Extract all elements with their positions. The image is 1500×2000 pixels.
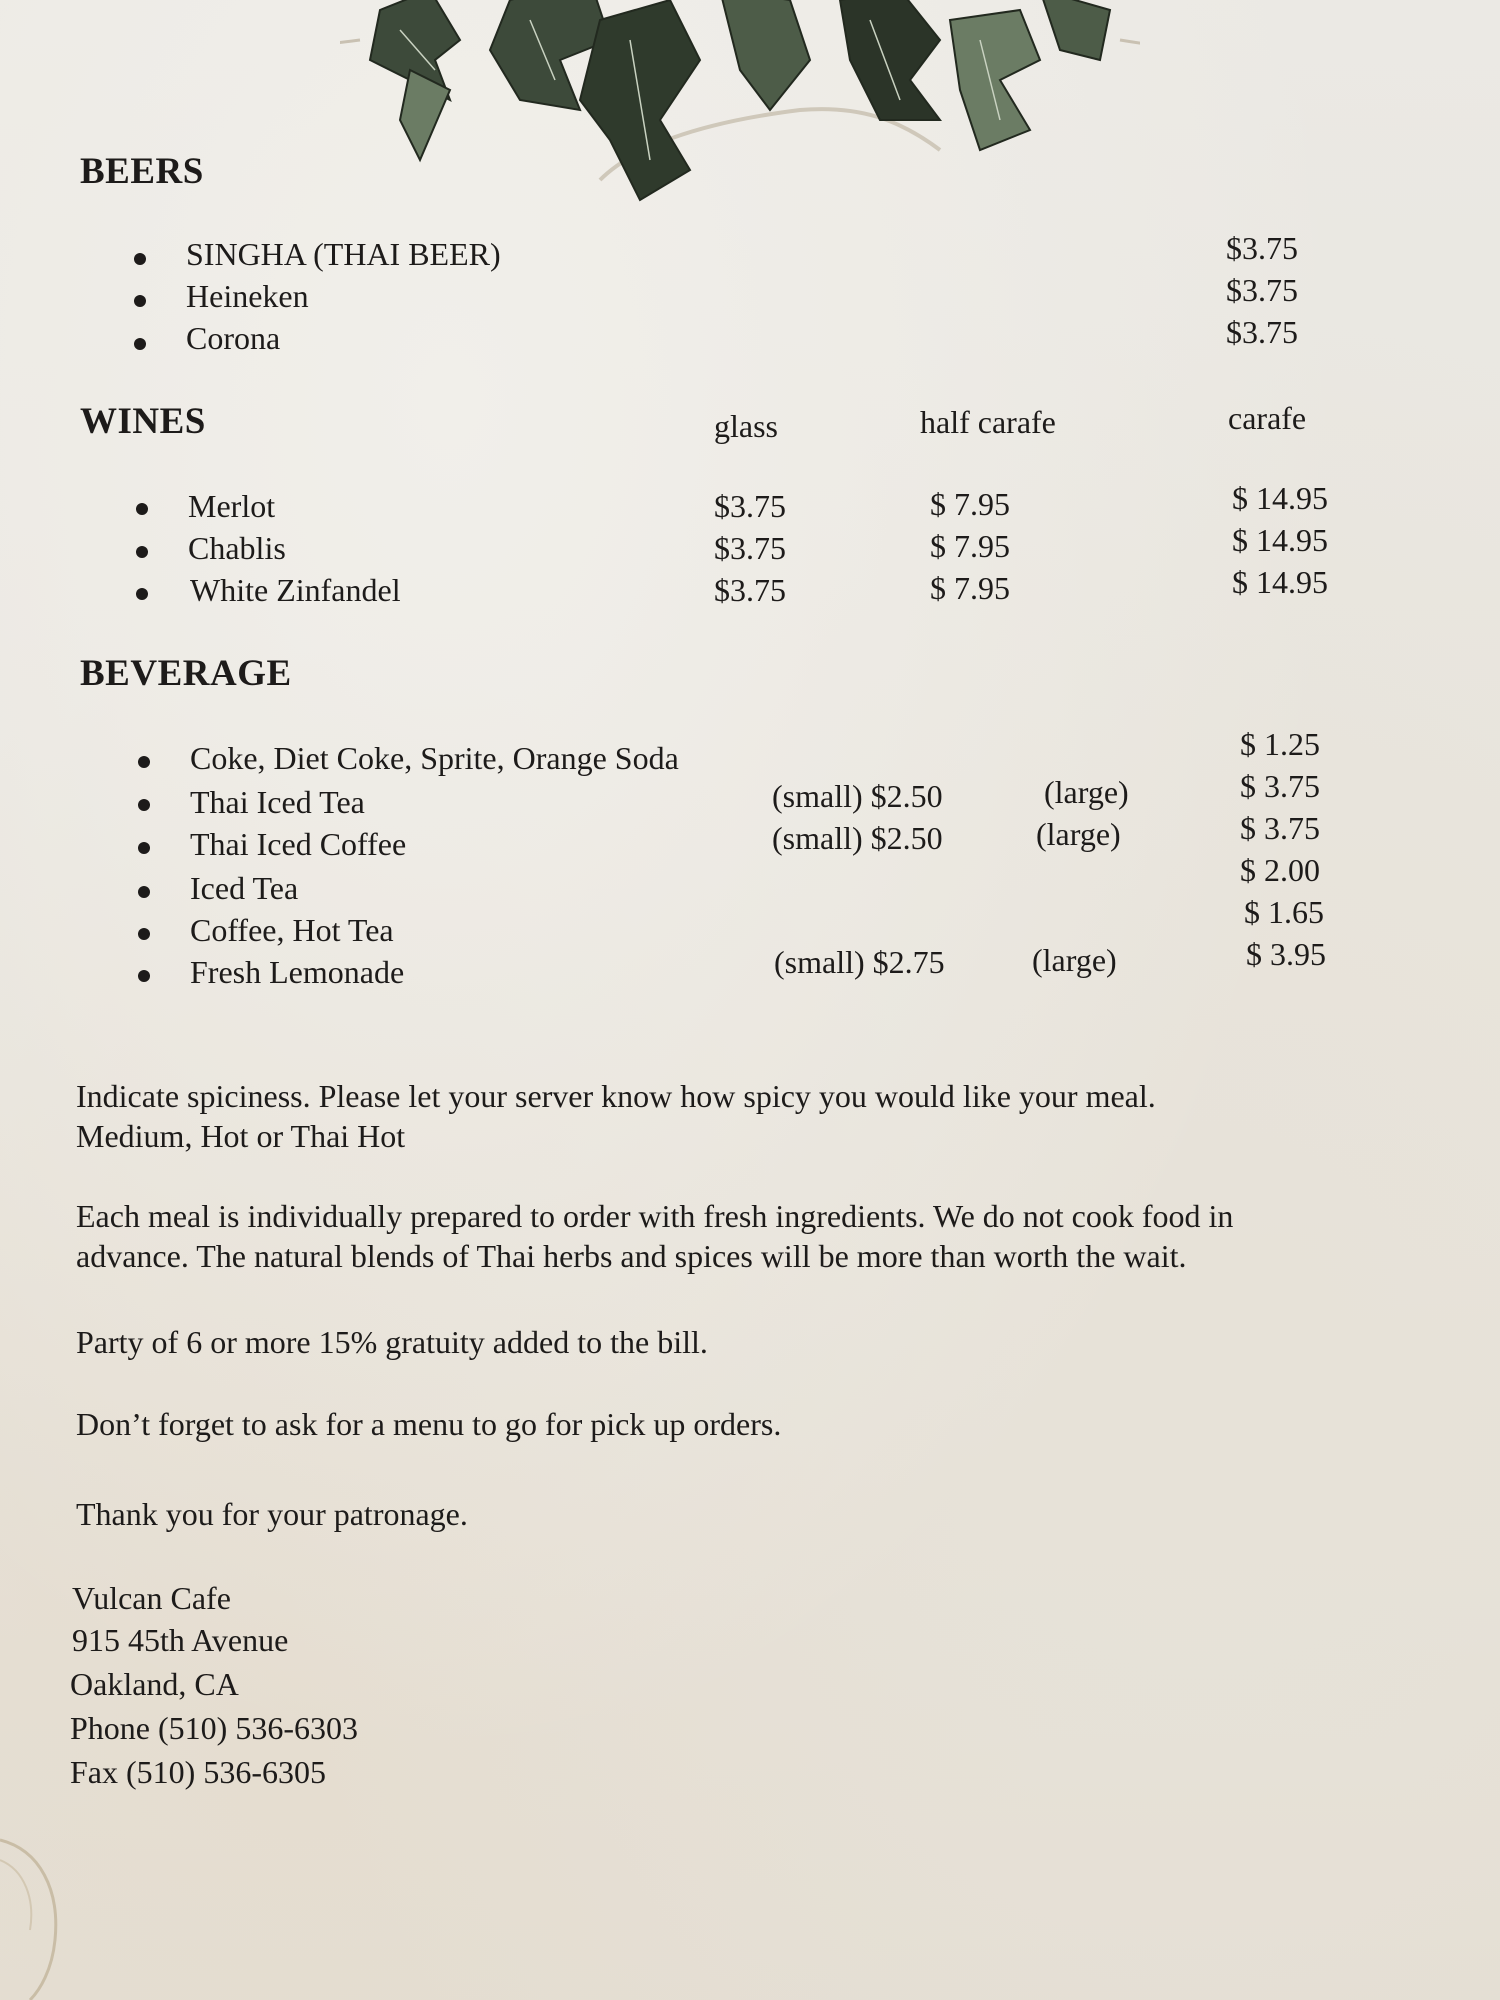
item-price: $3.75 bbox=[1226, 314, 1298, 350]
spiciness-note-line1: Indicate spiciness. Please let your server know how spicy you would like your meal. bbox=[76, 1078, 1156, 1114]
small-size-price: (small) $2.50 bbox=[772, 778, 943, 814]
to-go-note: Don’t forget to ask for a menu to go for pick up orders. bbox=[76, 1406, 782, 1442]
bullet-icon bbox=[134, 338, 146, 350]
thank-you-note: Thank you for your patronage. bbox=[76, 1496, 468, 1532]
glass-price: $3.75 bbox=[714, 572, 786, 608]
item-name: Chablis bbox=[188, 530, 286, 566]
bullet-icon bbox=[138, 928, 150, 940]
item-name: Coke, Diet Coke, Sprite, Orange Soda bbox=[190, 740, 679, 776]
item-price: $3.75 bbox=[1226, 230, 1298, 266]
bullet-icon bbox=[138, 970, 150, 982]
beers-heading: BEERS bbox=[80, 151, 204, 192]
large-size-label: (large) bbox=[1044, 774, 1129, 810]
item-name: Corona bbox=[186, 320, 281, 356]
item-price: $ 1.65 bbox=[1244, 894, 1324, 930]
item-price: $ 3.75 bbox=[1240, 768, 1320, 804]
column-header-half-carafe: half carafe bbox=[920, 404, 1056, 440]
bullet-icon bbox=[138, 799, 150, 811]
restaurant-name: Vulcan Cafe bbox=[72, 1580, 231, 1616]
bullet-icon bbox=[138, 842, 150, 854]
bullet-icon bbox=[136, 546, 148, 558]
item-price: $ 3.75 bbox=[1240, 810, 1320, 846]
glass-price: $3.75 bbox=[714, 488, 786, 524]
phone-number: Phone (510) 536-6303 bbox=[70, 1710, 358, 1746]
bullet-icon bbox=[136, 503, 148, 515]
item-name: White Zinfandel bbox=[190, 572, 401, 608]
carafe-price: $ 14.95 bbox=[1232, 480, 1328, 516]
fax-number: Fax (510) 536-6305 bbox=[70, 1754, 326, 1790]
half-carafe-price: $ 7.95 bbox=[930, 486, 1010, 522]
preparation-note-line1: Each meal is individually prepared to order with fresh ingredients. We do not cook food in bbox=[76, 1198, 1234, 1234]
bullet-icon bbox=[138, 756, 150, 768]
corner-swirl-decoration bbox=[0, 1820, 80, 2000]
item-name: Thai Iced Tea bbox=[190, 784, 365, 820]
bullet-icon bbox=[136, 588, 148, 600]
street-address: 915 45th Avenue bbox=[72, 1622, 289, 1658]
column-header-carafe: carafe bbox=[1228, 400, 1307, 436]
large-size-label: (large) bbox=[1036, 816, 1121, 852]
ivy-leaves-decoration bbox=[340, 0, 1140, 220]
item-name: Coffee, Hot Tea bbox=[190, 912, 394, 948]
item-name: Iced Tea bbox=[190, 870, 299, 906]
spiciness-note-line2: Medium, Hot or Thai Hot bbox=[76, 1118, 406, 1154]
column-header-glass: glass bbox=[714, 408, 778, 444]
bullet-icon bbox=[138, 886, 150, 898]
item-name: Thai Iced Coffee bbox=[190, 826, 407, 862]
item-price: $ 2.00 bbox=[1240, 852, 1320, 888]
carafe-price: $ 14.95 bbox=[1232, 564, 1328, 600]
preparation-note-line2: advance. The natural blends of Thai herbs and spices will be more than worth the wait. bbox=[76, 1238, 1187, 1274]
item-name: Fresh Lemonade bbox=[190, 954, 405, 990]
bullet-icon bbox=[134, 295, 146, 307]
glass-price: $3.75 bbox=[714, 530, 786, 566]
gratuity-note: Party of 6 or more 15% gratuity added to the bill. bbox=[76, 1324, 708, 1360]
item-name: Merlot bbox=[188, 488, 276, 524]
small-size-price: (small) $2.75 bbox=[774, 944, 945, 980]
beverage-heading: BEVERAGE bbox=[80, 653, 292, 694]
city-state: Oakland, CA bbox=[70, 1666, 239, 1702]
half-carafe-price: $ 7.95 bbox=[930, 528, 1010, 564]
small-size-price: (small) $2.50 bbox=[772, 820, 943, 856]
wines-heading: WINES bbox=[80, 401, 206, 442]
half-carafe-price: $ 7.95 bbox=[930, 570, 1010, 606]
item-price: $ 1.25 bbox=[1240, 726, 1320, 762]
item-price: $ 3.95 bbox=[1246, 936, 1326, 972]
large-size-label: (large) bbox=[1032, 942, 1117, 978]
item-price: $3.75 bbox=[1226, 272, 1298, 308]
item-name: SINGHA (THAI BEER) bbox=[186, 236, 501, 272]
item-name: Heineken bbox=[186, 278, 309, 314]
bullet-icon bbox=[134, 253, 146, 265]
carafe-price: $ 14.95 bbox=[1232, 522, 1328, 558]
